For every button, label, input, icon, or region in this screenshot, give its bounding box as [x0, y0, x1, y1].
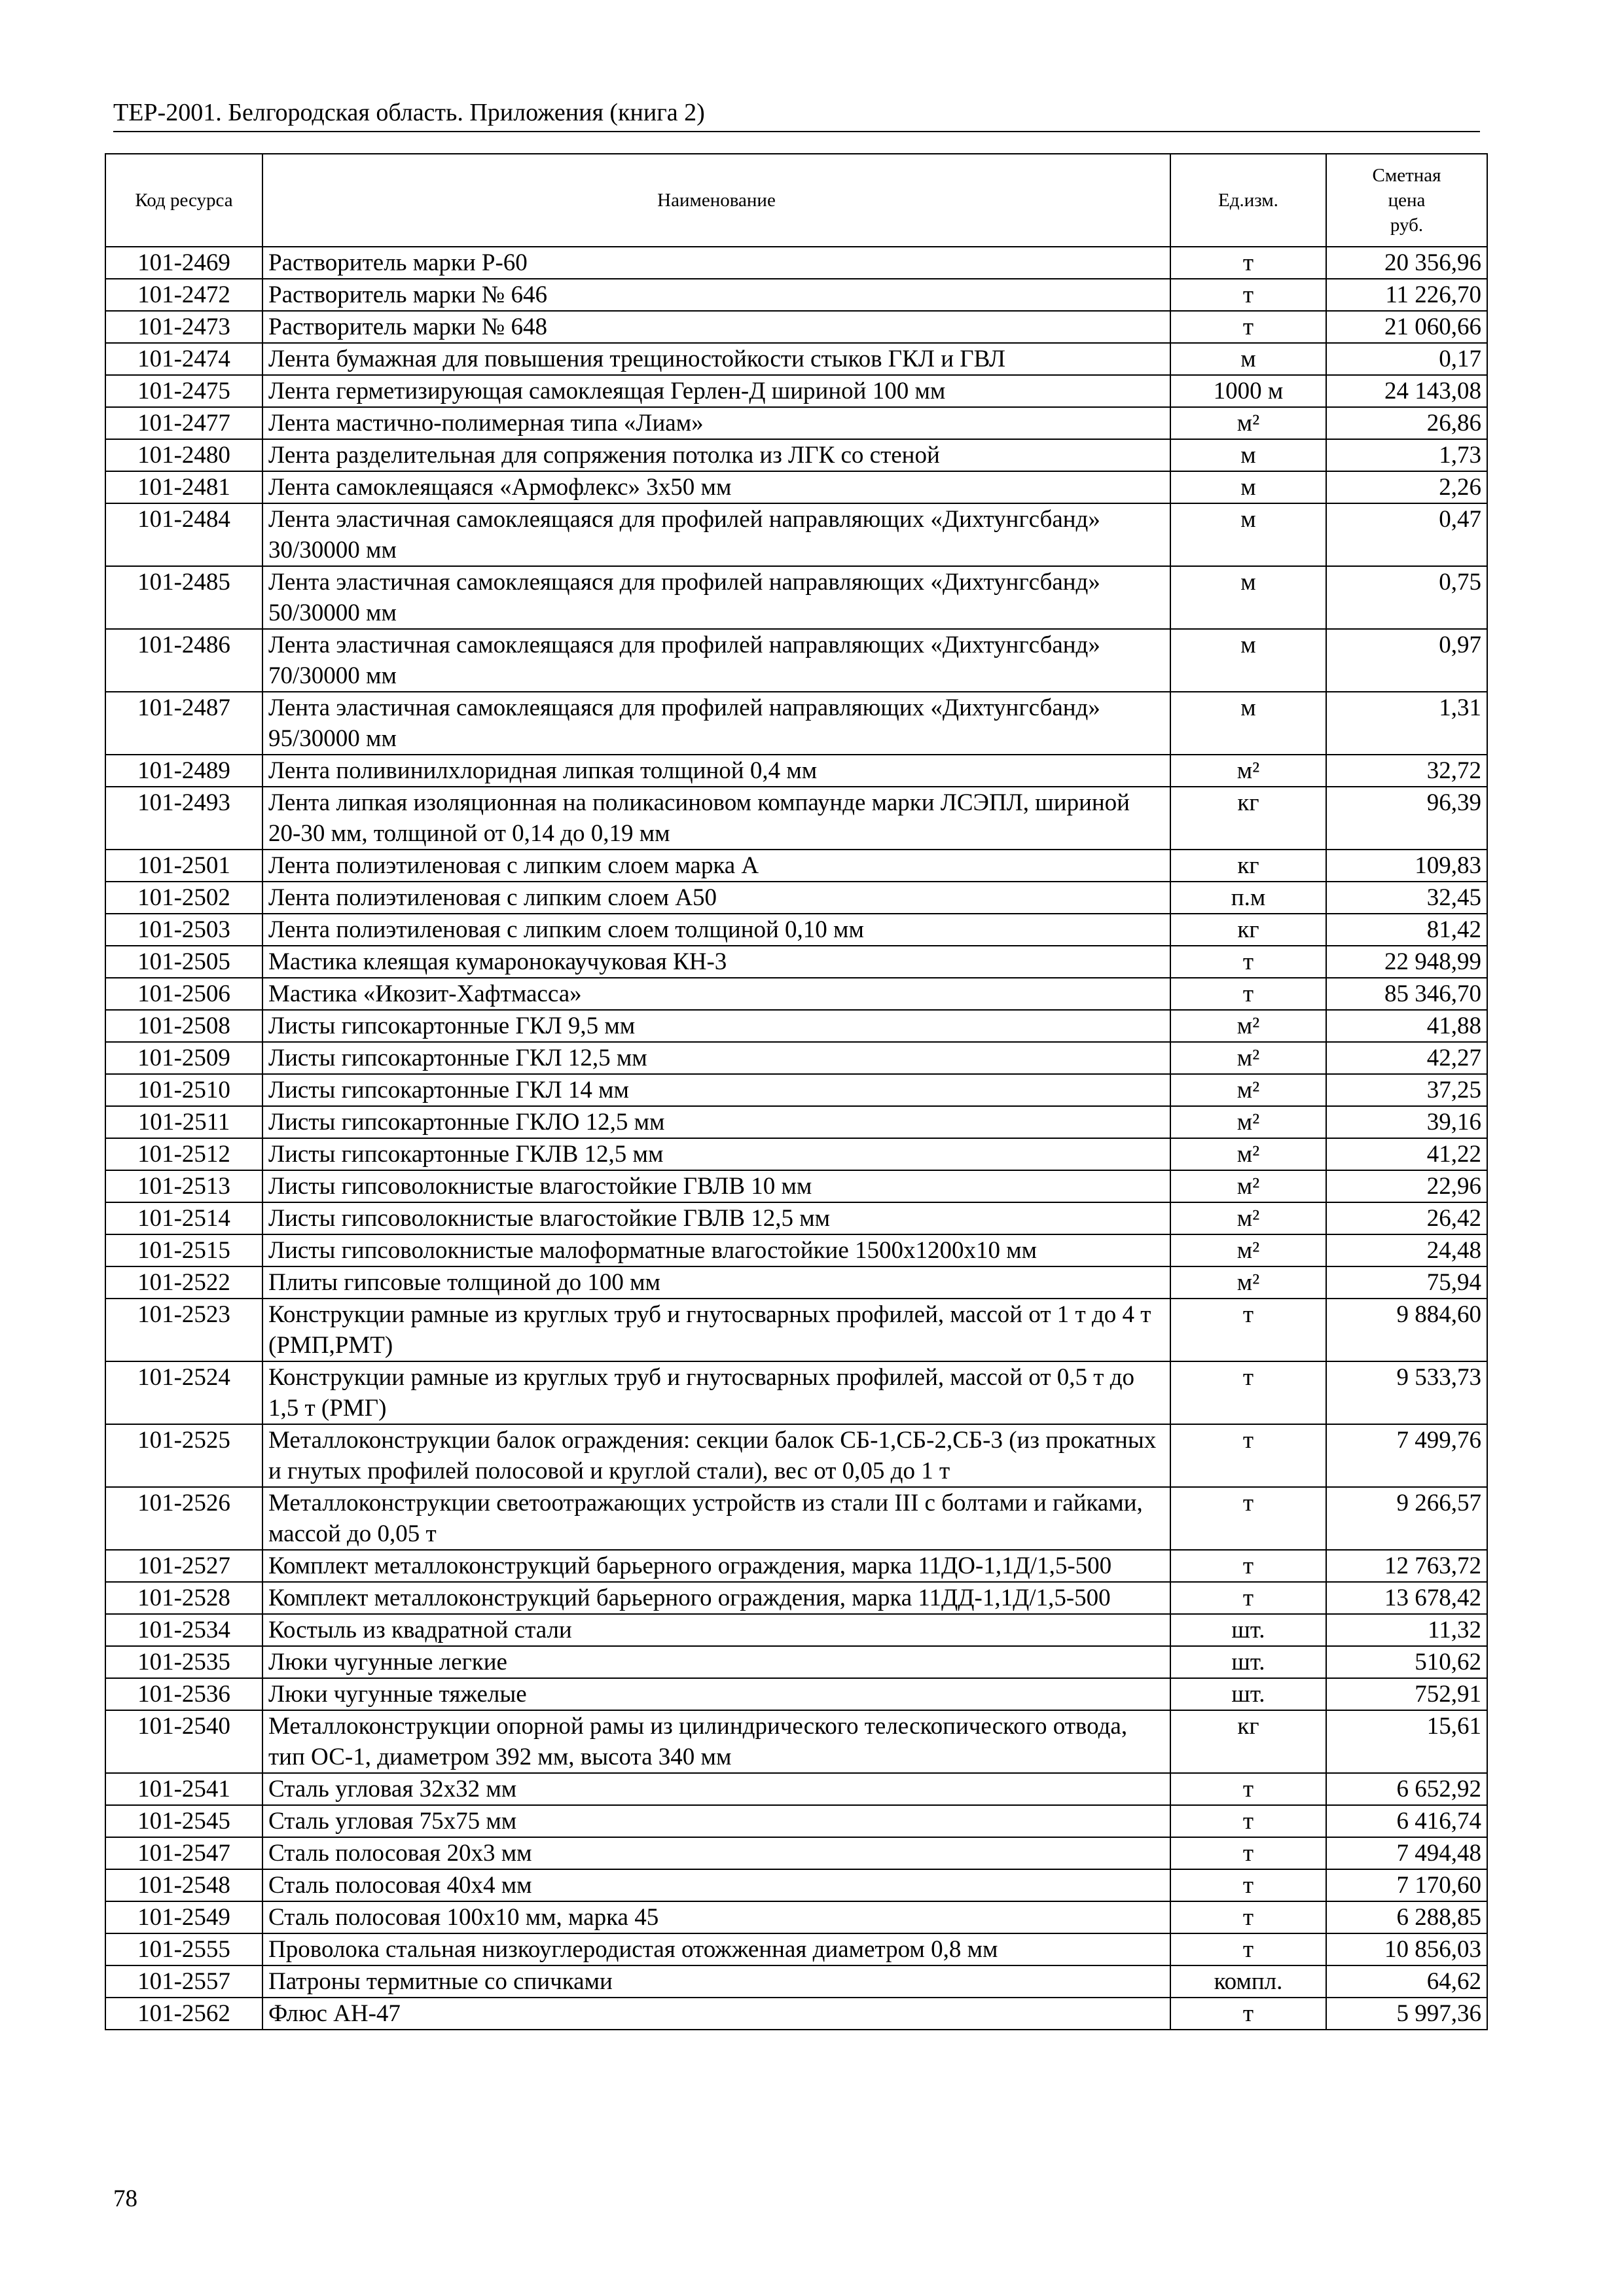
price-cell: 22 948,99 [1326, 946, 1487, 978]
unit-cell: т [1170, 1837, 1326, 1869]
table-row [105, 1106, 1487, 1138]
resource-code-cell: 101-2480 [105, 439, 262, 471]
price-cell: 109,83 [1326, 850, 1487, 882]
table-row [105, 1773, 1487, 1805]
unit-cell: м [1170, 503, 1326, 566]
table-row [105, 914, 1487, 946]
table-row [105, 279, 1487, 311]
resource-code-cell: 101-2493 [105, 787, 262, 850]
resource-name-cell: Растворитель марки Р-60 [262, 247, 1170, 279]
resource-name-cell: Листы гипсокартонные ГКЛ 12,5 мм [262, 1042, 1170, 1074]
column-header-price-line: Сметная [1372, 165, 1441, 186]
resource-code-cell: 101-2528 [105, 1582, 262, 1614]
unit-cell: м² [1170, 407, 1326, 439]
price-cell: 20 356,96 [1326, 247, 1487, 279]
price-cell: 9 266,57 [1326, 1487, 1487, 1550]
resource-code-cell: 101-2548 [105, 1869, 262, 1901]
unit-cell: м² [1170, 1106, 1326, 1138]
unit-cell: компл. [1170, 1965, 1326, 1998]
price-cell: 11,32 [1326, 1614, 1487, 1646]
resource-code-cell: 101-2541 [105, 1773, 262, 1805]
resource-code-cell: 101-2505 [105, 946, 262, 978]
price-cell: 15,61 [1326, 1710, 1487, 1773]
table-row [105, 946, 1487, 978]
price-cell: 24 143,08 [1326, 375, 1487, 407]
resource-name-cell: Конструкции рамные из круглых труб и гнутосварных профилей, массой от 1 т до 4 т (РМП,РМТ) [262, 1299, 1170, 1361]
unit-cell: кг [1170, 850, 1326, 882]
price-cell: 1,73 [1326, 439, 1487, 471]
resource-code-cell: 101-2525 [105, 1424, 262, 1487]
unit-cell: кг [1170, 787, 1326, 850]
price-cell: 13 678,42 [1326, 1582, 1487, 1614]
price-cell: 1,31 [1326, 692, 1487, 755]
resource-name-cell: Мастика «Икозит-Хафтмасса» [262, 978, 1170, 1010]
resource-code-cell: 101-2535 [105, 1646, 262, 1678]
unit-cell: т [1170, 1901, 1326, 1933]
table-row [105, 1614, 1487, 1646]
resource-name-cell: Лента эластичная самоклеящаяся для профилей направляющих «Дихтунгсбанд» 70/30000 мм [262, 629, 1170, 692]
price-cell: 5 997,36 [1326, 1998, 1487, 2030]
table-row [105, 1487, 1487, 1550]
resource-name-cell: Листы гипсоволокнистые малоформатные влагостойкие 1500x1200x10 мм [262, 1234, 1170, 1266]
table-row [105, 566, 1487, 629]
unit-cell: м² [1170, 1010, 1326, 1042]
resource-name-cell: Лента разделительная для сопряжения потолка из ЛГК со стеной [262, 439, 1170, 471]
unit-cell: м² [1170, 1202, 1326, 1234]
price-cell: 64,62 [1326, 1965, 1487, 1998]
resource-code-cell: 101-2477 [105, 407, 262, 439]
column-header-price-line: цена [1388, 190, 1426, 211]
price-cell: 81,42 [1326, 914, 1487, 946]
unit-cell: т [1170, 1869, 1326, 1901]
resource-name-cell: Лента полиэтиленовая с липким слоем марка А [262, 850, 1170, 882]
price-cell: 7 170,60 [1326, 1869, 1487, 1901]
table-row [105, 343, 1487, 375]
resource-name-cell: Растворитель марки № 648 [262, 311, 1170, 343]
resource-name-cell: Лента мастично-полимерная типа «Лиам» [262, 407, 1170, 439]
price-cell: 32,45 [1326, 882, 1487, 914]
price-cell: 510,62 [1326, 1646, 1487, 1678]
price-cell: 9 884,60 [1326, 1299, 1487, 1361]
table-row [105, 1678, 1487, 1710]
column-header-code: Код ресурса [105, 154, 262, 247]
unit-cell: т [1170, 247, 1326, 279]
unit-cell: шт. [1170, 1678, 1326, 1710]
unit-cell: т [1170, 1933, 1326, 1965]
unit-cell: т [1170, 1773, 1326, 1805]
table-row [105, 1933, 1487, 1965]
table-row [105, 247, 1487, 279]
price-cell: 7 494,48 [1326, 1837, 1487, 1869]
resource-name-cell: Люки чугунные тяжелые [262, 1678, 1170, 1710]
price-cell: 12 763,72 [1326, 1550, 1487, 1582]
price-cell: 6 288,85 [1326, 1901, 1487, 1933]
resource-name-cell: Лента полиэтиленовая с липким слоем А50 [262, 882, 1170, 914]
table-row [105, 1299, 1487, 1361]
unit-cell: м [1170, 692, 1326, 755]
table-body [105, 247, 1487, 2030]
resource-name-cell: Флюс АН-47 [262, 1998, 1170, 2030]
unit-cell: п.м [1170, 882, 1326, 914]
table-row [105, 1074, 1487, 1106]
price-cell: 9 533,73 [1326, 1361, 1487, 1424]
price-cell: 21 060,66 [1326, 311, 1487, 343]
price-cell: 24,48 [1326, 1234, 1487, 1266]
table-row [105, 375, 1487, 407]
table-row [105, 1710, 1487, 1773]
resource-name-cell: Листы гипсоволокнистые влагостойкие ГВЛВ 10 мм [262, 1170, 1170, 1202]
resource-name-cell: Листы гипсокартонные ГКЛВ 12,5 мм [262, 1138, 1170, 1170]
resource-name-cell: Сталь угловая 32x32 мм [262, 1773, 1170, 1805]
resource-code-cell: 101-2557 [105, 1965, 262, 1998]
resource-code-cell: 101-2513 [105, 1170, 262, 1202]
resource-code-cell: 101-2489 [105, 755, 262, 787]
resource-name-cell: Лента бумажная для повышения трещиностойкости стыков ГКЛ и ГВЛ [262, 343, 1170, 375]
price-cell: 2,26 [1326, 471, 1487, 503]
resource-name-cell: Сталь полосовая 100x10 мм, марка 45 [262, 1901, 1170, 1933]
table-row [105, 978, 1487, 1010]
resource-code-cell: 101-2526 [105, 1487, 262, 1550]
resource-name-cell: Мастика клеящая кумаронокаучуковая КН-3 [262, 946, 1170, 978]
resource-code-cell: 101-2484 [105, 503, 262, 566]
resource-name-cell: Металлоконструкции светоотражающих устройств из стали III с болтами и гайками, массой до 0,05 т [262, 1487, 1170, 1550]
resource-code-cell: 101-2562 [105, 1998, 262, 2030]
resource-name-cell: Лента полиэтиленовая с липким слоем толщиной 0,10 мм [262, 914, 1170, 946]
resource-name-cell: Листы гипсокартонные ГКЛ 9,5 мм [262, 1010, 1170, 1042]
table-row [105, 1361, 1487, 1424]
price-cell: 0,97 [1326, 629, 1487, 692]
resource-name-cell: Лента эластичная самоклеящаяся для профилей направляющих «Дихтунгсбанд» 95/30000 мм [262, 692, 1170, 755]
resource-code-cell: 101-2502 [105, 882, 262, 914]
unit-cell: т [1170, 1805, 1326, 1837]
price-cell: 26,42 [1326, 1202, 1487, 1234]
unit-cell: т [1170, 978, 1326, 1010]
unit-cell: т [1170, 1487, 1326, 1550]
table-row [105, 1837, 1487, 1869]
table-row [105, 1965, 1487, 1998]
unit-cell: т [1170, 1424, 1326, 1487]
resource-name-cell: Листы гипсокартонные ГКЛО 12,5 мм [262, 1106, 1170, 1138]
resource-name-cell: Проволока стальная низкоуглеродистая отожженная диаметром 0,8 мм [262, 1933, 1170, 1965]
unit-cell: т [1170, 1299, 1326, 1361]
resource-code-cell: 101-2522 [105, 1266, 262, 1299]
table-row [105, 1805, 1487, 1837]
table-row [105, 755, 1487, 787]
resource-code-cell: 101-2527 [105, 1550, 262, 1582]
price-cell: 22,96 [1326, 1170, 1487, 1202]
unit-cell: м² [1170, 1266, 1326, 1299]
page-number: 78 [113, 2185, 137, 2212]
price-cell: 41,22 [1326, 1138, 1487, 1170]
unit-cell: шт. [1170, 1646, 1326, 1678]
table-row [105, 1998, 1487, 2030]
resource-code-cell: 101-2536 [105, 1678, 262, 1710]
resource-name-cell: Комплект металлоконструкций барьерного ограждения, марка 11ДД-1,1Д/1,5-500 [262, 1582, 1170, 1614]
unit-cell: м² [1170, 1234, 1326, 1266]
unit-cell: т [1170, 1582, 1326, 1614]
table-row [105, 1202, 1487, 1234]
price-cell: 6 652,92 [1326, 1773, 1487, 1805]
resource-code-cell: 101-2485 [105, 566, 262, 629]
table-row [105, 1042, 1487, 1074]
price-cell: 26,86 [1326, 407, 1487, 439]
price-cell: 11 226,70 [1326, 279, 1487, 311]
resource-code-cell: 101-2472 [105, 279, 262, 311]
resource-code-cell: 101-2523 [105, 1299, 262, 1361]
column-header-unit: Ед.изм. [1170, 154, 1326, 247]
header-divider [113, 131, 1480, 132]
resource-code-cell: 101-2510 [105, 1074, 262, 1106]
resource-name-cell: Плиты гипсовые толщиной до 100 мм [262, 1266, 1170, 1299]
resource-code-cell: 101-2506 [105, 978, 262, 1010]
column-header-price [1326, 154, 1487, 247]
table-row [105, 1266, 1487, 1299]
table-row [105, 407, 1487, 439]
table-row [105, 1234, 1487, 1266]
price-cell: 10 856,03 [1326, 1933, 1487, 1965]
resource-code-cell: 101-2474 [105, 343, 262, 375]
resource-code-cell: 101-2509 [105, 1042, 262, 1074]
unit-cell: т [1170, 311, 1326, 343]
unit-cell: м² [1170, 755, 1326, 787]
resource-name-cell: Лента самоклеящаяся «Армофлекс» 3x50 мм [262, 471, 1170, 503]
unit-cell: т [1170, 1550, 1326, 1582]
column-header-name: Наименование [262, 154, 1170, 247]
unit-cell: м [1170, 629, 1326, 692]
unit-cell: т [1170, 1361, 1326, 1424]
table-row [105, 1424, 1487, 1487]
resource-code-cell: 101-2515 [105, 1234, 262, 1266]
price-cell: 32,72 [1326, 755, 1487, 787]
resource-name-cell: Сталь угловая 75x75 мм [262, 1805, 1170, 1837]
resource-code-cell: 101-2534 [105, 1614, 262, 1646]
price-cell: 85 346,70 [1326, 978, 1487, 1010]
table-row [105, 1901, 1487, 1933]
resource-code-cell: 101-2473 [105, 311, 262, 343]
resource-name-cell: Металлоконструкции балок ограждения: секции балок СБ-1,СБ-2,СБ-3 (из прокатных и гнутых профилей полосовой и круглой стали), вес от 0,05 до 1 т [262, 1424, 1170, 1487]
resource-name-cell: Растворитель марки № 646 [262, 279, 1170, 311]
resource-code-cell: 101-2549 [105, 1901, 262, 1933]
table-row [105, 471, 1487, 503]
unit-cell: м² [1170, 1074, 1326, 1106]
resource-name-cell: Люки чугунные легкие [262, 1646, 1170, 1678]
unit-cell: т [1170, 1998, 1326, 2030]
resource-name-cell: Лента поливинилхлоридная липкая толщиной 0,4 мм [262, 755, 1170, 787]
resource-code-cell: 101-2545 [105, 1805, 262, 1837]
resource-name-cell: Листы гипсокартонные ГКЛ 14 мм [262, 1074, 1170, 1106]
resource-code-cell: 101-2547 [105, 1837, 262, 1869]
resource-code-cell: 101-2475 [105, 375, 262, 407]
resource-code-cell: 101-2524 [105, 1361, 262, 1424]
table-row [105, 850, 1487, 882]
price-cell: 0,75 [1326, 566, 1487, 629]
resource-name-cell: Металлоконструкции опорной рамы из цилиндрического телескопического отвода, тип ОС-1, диаметром 392 мм, высота 340 мм [262, 1710, 1170, 1773]
resource-name-cell: Лента эластичная самоклеящаяся для профилей направляющих «Дихтунгсбанд» 50/30000 мм [262, 566, 1170, 629]
price-cell: 75,94 [1326, 1266, 1487, 1299]
resource-name-cell: Сталь полосовая 40x4 мм [262, 1869, 1170, 1901]
price-cell: 39,16 [1326, 1106, 1487, 1138]
unit-cell: т [1170, 946, 1326, 978]
resource-price-table [105, 153, 1488, 2030]
table-row [105, 439, 1487, 471]
column-header-price-line: руб. [1390, 215, 1424, 236]
price-cell: 96,39 [1326, 787, 1487, 850]
table-row [105, 311, 1487, 343]
resource-name-cell: Костыль из квадратной стали [262, 1614, 1170, 1646]
table-row [105, 1582, 1487, 1614]
table-row [105, 882, 1487, 914]
resource-code-cell: 101-2512 [105, 1138, 262, 1170]
table-header-row [105, 154, 1487, 247]
price-cell: 752,91 [1326, 1678, 1487, 1710]
unit-cell: м [1170, 343, 1326, 375]
price-cell: 41,88 [1326, 1010, 1487, 1042]
price-cell: 0,47 [1326, 503, 1487, 566]
price-cell: 37,25 [1326, 1074, 1487, 1106]
resource-name-cell: Листы гипсоволокнистые влагостойкие ГВЛВ 12,5 мм [262, 1202, 1170, 1234]
resource-code-cell: 101-2469 [105, 247, 262, 279]
resource-code-cell: 101-2486 [105, 629, 262, 692]
page-header-title: ТЕР-2001. Белгородская область. Приложения (книга 2) [113, 99, 705, 126]
resource-name-cell: Лента эластичная самоклеящаяся для профилей направляющих «Дихтунгсбанд» 30/30000 мм [262, 503, 1170, 566]
price-cell: 0,17 [1326, 343, 1487, 375]
resource-code-cell: 101-2514 [105, 1202, 262, 1234]
table-row [105, 1138, 1487, 1170]
table-row [105, 629, 1487, 692]
resource-code-cell: 101-2508 [105, 1010, 262, 1042]
table-row [105, 692, 1487, 755]
resource-code-cell: 101-2555 [105, 1933, 262, 1965]
unit-cell: м [1170, 566, 1326, 629]
table-row [105, 503, 1487, 566]
resource-code-cell: 101-2540 [105, 1710, 262, 1773]
unit-cell: м [1170, 439, 1326, 471]
resource-name-cell: Лента липкая изоляционная на поликасиновом компаунде марки ЛСЭПЛ, шириной 20-30 мм, толщиной от 0,14 до 0,19 мм [262, 787, 1170, 850]
resource-name-cell: Лента герметизирующая самоклеящая Герлен-Д шириной 100 мм [262, 375, 1170, 407]
table-row [105, 1869, 1487, 1901]
unit-cell: кг [1170, 1710, 1326, 1773]
table-row [105, 1010, 1487, 1042]
unit-cell: т [1170, 279, 1326, 311]
resource-name-cell: Патроны термитные со спичками [262, 1965, 1170, 1998]
table-row [105, 1550, 1487, 1582]
unit-cell: м² [1170, 1138, 1326, 1170]
table-row [105, 1170, 1487, 1202]
unit-cell: 1000 м [1170, 375, 1326, 407]
unit-cell: м [1170, 471, 1326, 503]
unit-cell: м² [1170, 1170, 1326, 1202]
resource-code-cell: 101-2481 [105, 471, 262, 503]
resource-code-cell: 101-2487 [105, 692, 262, 755]
resource-name-cell: Комплект металлоконструкций барьерного ограждения, марка 11ДО-1,1Д/1,5-500 [262, 1550, 1170, 1582]
price-cell: 7 499,76 [1326, 1424, 1487, 1487]
unit-cell: кг [1170, 914, 1326, 946]
resource-code-cell: 101-2503 [105, 914, 262, 946]
table-row [105, 1646, 1487, 1678]
price-cell: 42,27 [1326, 1042, 1487, 1074]
unit-cell: м² [1170, 1042, 1326, 1074]
resource-name-cell: Конструкции рамные из круглых труб и гнутосварных профилей, массой от 0,5 т до 1,5 т (РМГ) [262, 1361, 1170, 1424]
unit-cell: шт. [1170, 1614, 1326, 1646]
price-cell: 6 416,74 [1326, 1805, 1487, 1837]
resource-code-cell: 101-2511 [105, 1106, 262, 1138]
resource-code-cell: 101-2501 [105, 850, 262, 882]
resource-name-cell: Сталь полосовая 20x3 мм [262, 1837, 1170, 1869]
table-row [105, 787, 1487, 850]
